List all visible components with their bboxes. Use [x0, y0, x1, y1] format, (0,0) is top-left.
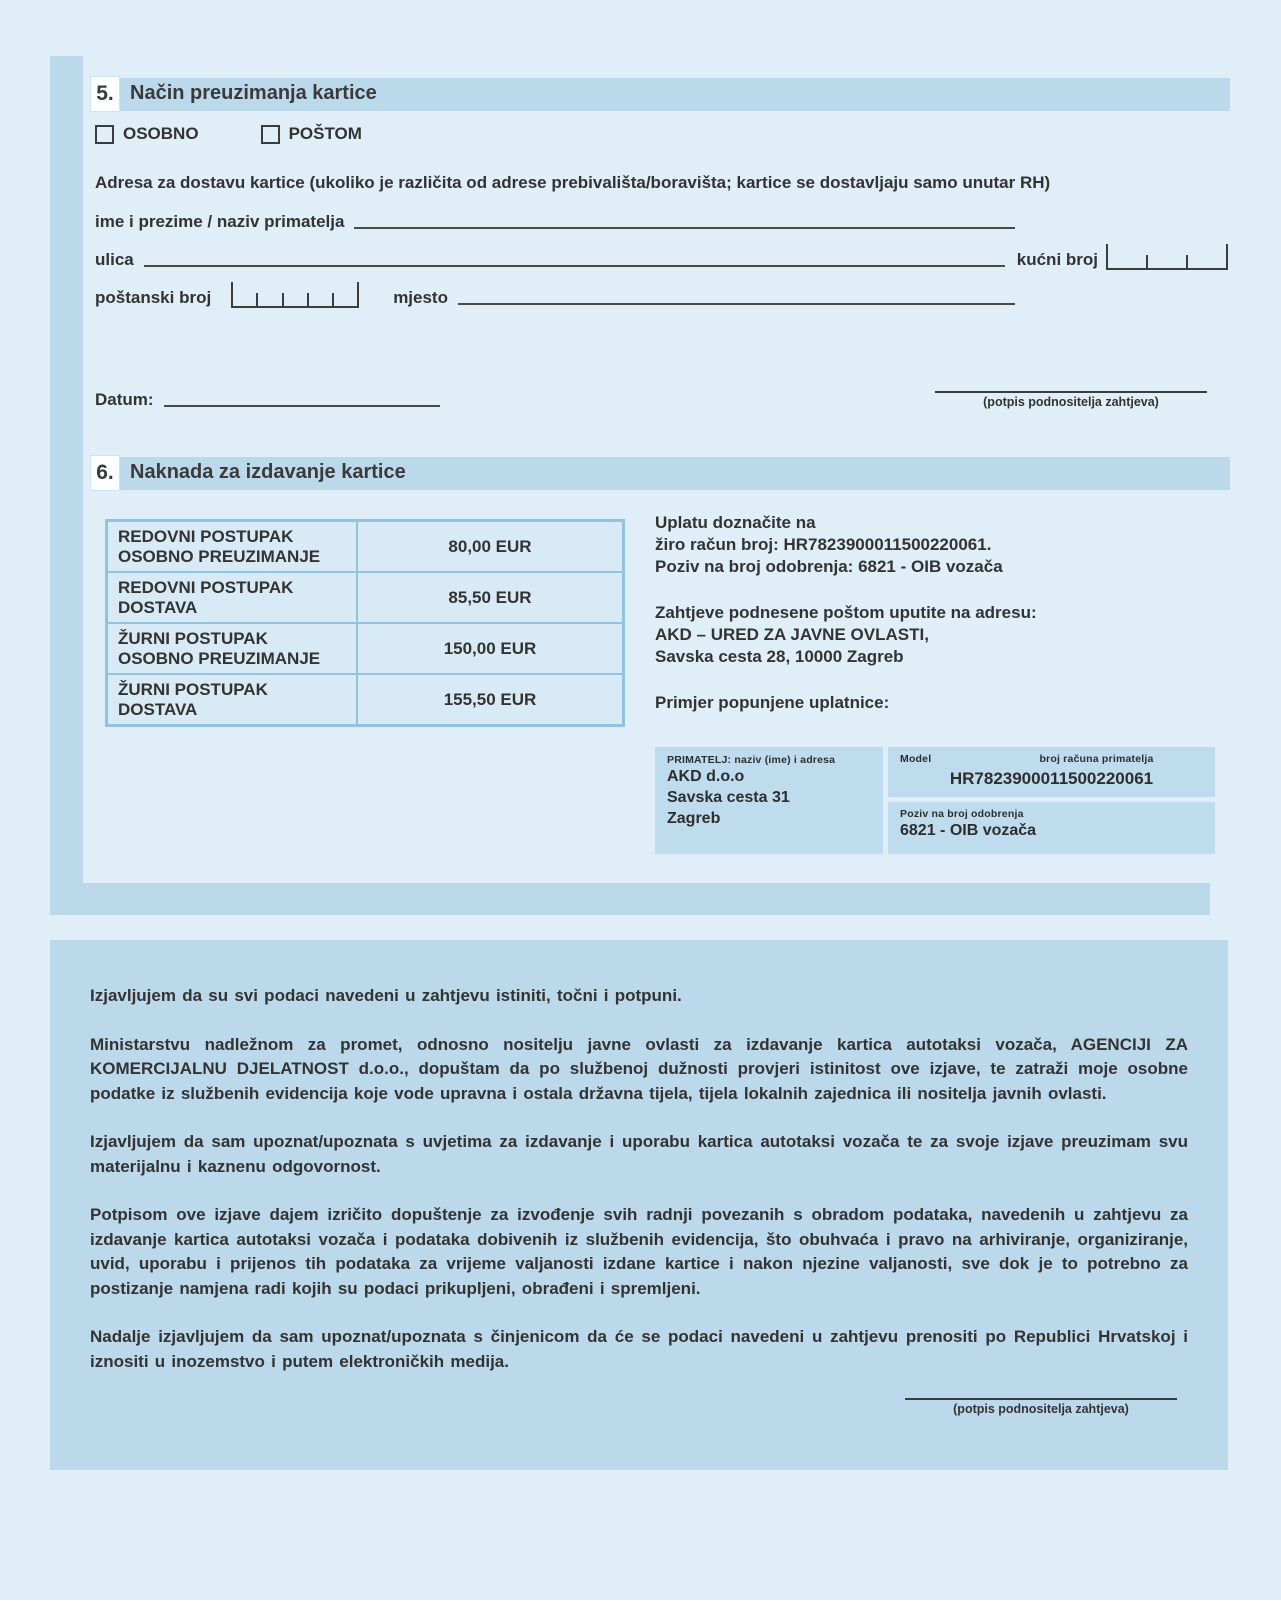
declaration-paragraph-2: Ministarstvu nadležnom za promet, odnosno nositelju javne ovlasti za izdavanje kartica autotaksi vozača, AGENCIJI ZA KOMERCIJALNU DJELATNOST d.o.o., dopuštam da po službenoj dužnosti provjeri istinitost ove izjave, te zatraži moje osobne podatke iz službenih evidencija koje vode upravna i ostala državna tijela, tijela lokalnih zajednica ili nositelja javnih ovlasti. — [90, 1034, 1188, 1103]
section5-signature — [935, 391, 1207, 409]
slip-reference-label: Poziv na broj odobrenja — [900, 808, 1024, 820]
slip-reference-value: 6821 - OIB vozača — [900, 822, 1037, 839]
fee-table — [105, 519, 625, 727]
slip-recipient-city: Zagreb — [667, 810, 721, 827]
payment-reference-line: Poziv na broj odobrenja: 6821 - OIB vozača — [655, 557, 1003, 576]
slip-account-value: HR7823900011500220061 — [949, 769, 1154, 788]
fee-row-label — [107, 623, 357, 674]
fee-price-value: 155,50 EUR — [443, 689, 537, 709]
declaration-paragraph-1: Izjavljujem da su svi podaci navedeni u zahtjevu istiniti, točni i potpuni. — [90, 986, 682, 1005]
payment-instructions — [655, 512, 1220, 714]
postal-row — [95, 281, 1015, 308]
section5-signature-caption: (potpis podnositelja zahtjeva) — [983, 395, 1159, 409]
option-postom[interactable] — [261, 124, 362, 144]
slip-recipient-label: PRIMATELJ: naziv (ime) i adresa — [667, 754, 836, 766]
checkbox-osobno[interactable] — [95, 125, 114, 144]
date-row — [95, 383, 440, 410]
fee-row-price — [357, 521, 623, 572]
frame-horizontal-strip — [50, 883, 1210, 915]
payment-line1: Uplatu doznačite na — [655, 513, 816, 532]
mail-address: Savska cesta 28, 10000 Zagreb — [655, 647, 904, 666]
declaration-paragraph-5: Nadalje izjavljujem da sam upoznat/upoznata s činjenicom da će se podaci navedeni u zahtjevu prenositi po Republici Hrvatskoj i iznositi u inozemstvo i putem elektroničkih medija. — [90, 1327, 1188, 1371]
fee-procedure: REDOVNI POSTUPAK — [118, 526, 294, 546]
fee-price-value: 150,00 EUR — [443, 638, 537, 658]
slip-intro: Primjer popunjene uplatnice: — [655, 693, 890, 712]
declaration-paragraph-3: Izjavljujem da sam upoznat/upoznata s uvjetima za izdavanje i uporabu kartica autotaksi vozača te za svoje izjave preuzimam svu materijalnu i kaznenu odgovornost. — [90, 1132, 1188, 1176]
declaration-signature-caption: (potpis podnositelja zahtjeva) — [953, 1402, 1129, 1416]
fee-price-value: 80,00 EUR — [448, 536, 532, 556]
section5-signature-line[interactable] — [935, 391, 1207, 393]
declaration-signature — [905, 1398, 1177, 1416]
fee-mode: DOSTAVA — [118, 699, 198, 719]
checkbox-osobno-label: OSOBNO — [123, 124, 199, 143]
section5-title: Način preuzimanja kartice — [130, 82, 377, 104]
section5-header — [90, 78, 1230, 111]
declaration-paragraph-4: Potpisom ove izjave dajem izričito dopuštenje za izvođenje svih radnji povezanih s obradom podataka, navedenih u zahtjevu za izdavanje kartica autotaksi vozača i podataka dobivenih iz službenih evidencija, što obuhvaća i pravo na arhiviranje, organiziranje, uvid, uporabu i prijenos tih podataka za vrijeme valjanosti izdane kartice i nakon njezine valjanosti, sve dok je to potrebno za postizanje namjena radi kojih su podaci prikupljeni, obrađeni i spremljeni. — [90, 1205, 1188, 1298]
section6-number: 6. — [90, 455, 120, 491]
mail-intro: Zahtjeve podnesene poštom uputite na adresu: — [655, 603, 1037, 622]
recipient-input-line[interactable] — [354, 226, 1015, 229]
declaration-signature-line[interactable] — [905, 1398, 1177, 1400]
delivery-address-note: Adresa za dostavu kartice (ukoliko je različita od adrese prebivališta/boravišta; kartice se dostavljaju samo unutar RH) — [95, 173, 1051, 192]
fee-price-value: 85,50 EUR — [448, 587, 532, 607]
frame-vertical-strip — [50, 56, 83, 915]
slip-model-label: Model — [900, 753, 932, 765]
section6-title: Naknada za izdavanje kartice — [130, 461, 406, 483]
fee-procedure: REDOVNI POSTUPAK — [118, 577, 294, 597]
street-label: ulica — [95, 250, 134, 269]
recipient-label: ime i prezime / naziv primatelja — [95, 212, 345, 231]
section5-number: 5. — [90, 76, 120, 112]
slip-account-label: broj računa primatelja — [1039, 753, 1154, 765]
slip-account-cell — [888, 747, 1215, 797]
fee-row-price — [357, 674, 623, 725]
fee-row-label — [107, 674, 357, 725]
fee-row-price — [357, 623, 623, 674]
fee-row-label — [107, 521, 357, 572]
house-number-label: kućni broj — [1016, 250, 1098, 269]
section6-header — [90, 457, 1230, 490]
date-label: Datum: — [95, 390, 154, 409]
slip-right-column — [888, 747, 1215, 854]
city-input-line[interactable] — [458, 302, 1015, 305]
date-input-line[interactable] — [164, 404, 440, 407]
pickup-options — [95, 124, 424, 144]
checkbox-postom-label: POŠTOM — [288, 124, 362, 143]
postal-code-boxes[interactable] — [231, 282, 359, 308]
street-input-line[interactable] — [144, 264, 1005, 267]
fee-mode: DOSTAVA — [118, 597, 198, 617]
city-label: mjesto — [393, 288, 448, 307]
option-osobno[interactable] — [95, 124, 199, 144]
payment-account-line: žiro račun broj: HR7823900011500220061. — [655, 535, 992, 554]
slip-recipient-cell — [655, 747, 883, 854]
house-number-boxes[interactable] — [1106, 244, 1228, 270]
fee-mode: OSOBNO PREUZIMANJE — [118, 648, 321, 668]
postal-code-label: poštanski broj — [95, 288, 212, 307]
slip-recipient-name: AKD d.o.o — [667, 768, 745, 785]
fee-procedure: ŽURNI POSTUPAK — [118, 628, 268, 648]
checkbox-postom[interactable] — [261, 125, 280, 144]
declaration-panel — [50, 940, 1228, 1470]
fee-row-price — [357, 572, 623, 623]
fee-mode: OSOBNO PREUZIMANJE — [118, 546, 321, 566]
recipient-row — [95, 205, 1015, 232]
fee-row-label — [107, 572, 357, 623]
fee-procedure: ŽURNI POSTUPAK — [118, 679, 268, 699]
street-row — [95, 243, 1228, 270]
payment-slip-example — [655, 747, 1215, 854]
slip-recipient-street: Savska cesta 31 — [667, 789, 790, 806]
mail-name: AKD – URED ZA JAVNE OVLASTI, — [655, 625, 929, 644]
slip-reference-cell — [888, 802, 1215, 854]
